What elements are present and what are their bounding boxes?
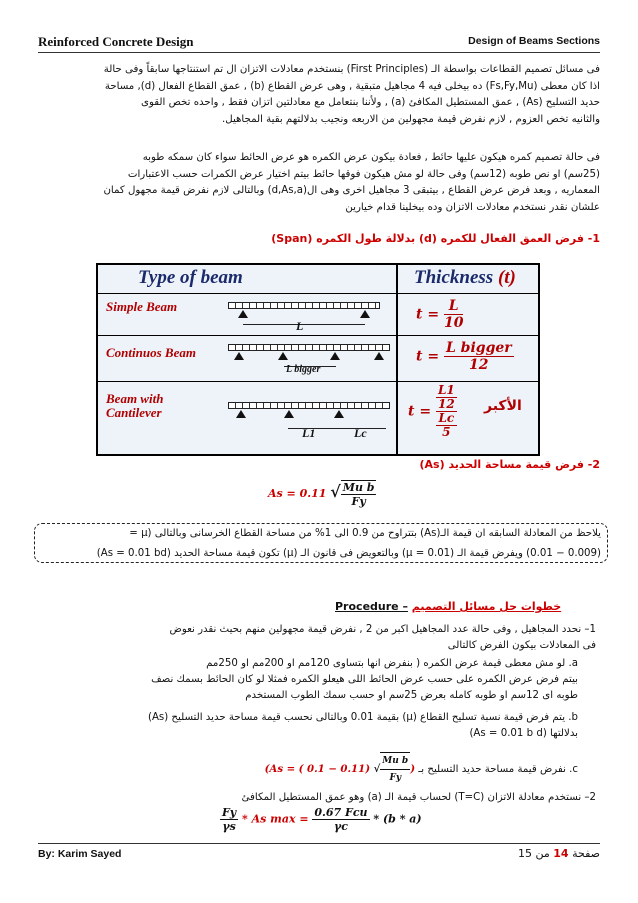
- step-a: [60, 656, 578, 704]
- span-dimension: [243, 324, 365, 325]
- section-1-heading: [271, 232, 600, 245]
- step-1-line: فى المعادلات بيكون الفرض كالتالى: [447, 640, 596, 651]
- support-icon: [284, 410, 294, 418]
- beam-drawing: [228, 402, 390, 409]
- procedure-title-ar: خطوات حل مسائل التصميم: [411, 600, 562, 613]
- section-2-number: 2-: [587, 458, 600, 471]
- beam-thickness-table: [96, 263, 540, 456]
- para2-line: المعماريه , وبعد فرض عرض القطاع , بيتبقى 3 مجاهيل اخرى وهى ال(d,As,a) وبالتالى لازم نفرض قيمة مجهول كمان: [103, 185, 600, 196]
- table-row: [98, 293, 538, 336]
- thickness-formula: t = L1 12 Lc 5: [408, 383, 455, 439]
- intro-paragraph: [34, 62, 600, 128]
- section-1-title: فرض العمق الفعال للكمره (d) بدلالة طول الكمره (Span): [271, 232, 584, 245]
- span-label: L: [296, 319, 304, 333]
- section-2-heading: [420, 458, 601, 471]
- span-label: L1: [302, 426, 316, 440]
- wall-paragraph: [34, 150, 600, 216]
- step-a-line: طوبه اى 12سم او طوبه كامله بعرض 25سم او حسب سمك الطوب المستخدم: [245, 690, 578, 701]
- procedure-heading: [335, 600, 561, 613]
- table-head-type: Type of beam: [138, 267, 243, 288]
- support-icon: [278, 352, 288, 360]
- header-title-right: Design of Beams Sections: [468, 35, 600, 47]
- page-footer: [38, 843, 600, 864]
- para2-line: فى حالة تصميم كمره هيكون عليها حائط , فعادة بيكون عرض الكمره هو عرض الحائط سواء كان سمكه طوبه: [142, 152, 600, 163]
- beam-drawing: [228, 302, 380, 309]
- step-c-text: c. نفرض قيمة مساحة حديد التسليح بـ: [418, 764, 578, 775]
- table-head-t: (t): [497, 267, 516, 288]
- larger-label: الأكبر: [484, 398, 522, 414]
- thickness-formula: t = $\frac{L}{10}$: [416, 298, 464, 331]
- step-2: [40, 790, 596, 806]
- row-label: Simple Beam: [106, 299, 178, 314]
- intro-line: والثانيه تخص العزوم , لازم نفرض قيمة مجهولين من الاربعه ونجيب بدلالتهم بقية المجاهيل.: [222, 113, 600, 125]
- cantilever-label: Lc: [354, 426, 367, 440]
- support-icon: [236, 410, 246, 418]
- table-row: [98, 381, 538, 453]
- intro-line: اذا كان معطى (Fs,Fy,Mu) ده بيخلى فيه 4 مجاهيل متبقية , وهى عرض القطاع (b) , عمق القطاع الفعال (d), مساحة: [104, 80, 600, 92]
- as-formula: As = 0.11 √ $\frac{\text{Mu b}}{Fy}$: [268, 481, 375, 508]
- thickness-formula: t = $\frac{\text{L bigger}}{12}$: [416, 340, 512, 373]
- row-label: Beam with Cantilever: [106, 391, 164, 420]
- note-box: [34, 523, 608, 563]
- step-a-line: بيتم فرض عرض الكمره على حسب عرض الحائط اللى هيعلو الكمره فمثلا لو كان الحائط بسمك نصف: [151, 674, 578, 685]
- table-row: [98, 335, 538, 382]
- support-icon: [238, 310, 248, 318]
- table-head-thickness: Thickness (t): [414, 267, 516, 288]
- support-icon: [234, 352, 244, 360]
- step-b-line: b. يتم فرض قيمة نسبة تسليح القطاع (μ) بقيمة 0.01 وبالتالى نحسب قيمة مساحة حديد التسليح (As): [147, 712, 578, 723]
- support-icon: [374, 352, 384, 360]
- equilibrium-formula: $\frac{Fy}{\gamma s}$ * As max = $\frac{\text{0.67 Fcu}}{\gamma c}$ * (b * a): [222, 806, 422, 833]
- para2-line: (25سم) او نص طوبه (12سم) وفى حالة لو مش هيكون فوقها حائط بيتم اختيار عرض الكمرات حسب الاعتبارات: [127, 168, 600, 180]
- header-title-left: Reinforced Concrete Design: [38, 34, 194, 49]
- step-1: [40, 622, 596, 654]
- span-label: L bigger: [286, 364, 321, 375]
- step-c: [180, 752, 578, 786]
- row-label: Continuos Beam: [106, 345, 196, 360]
- para2-line: علشان نقدر نستخدم معادلات الاتزان وده بيخلينا قدام خيارين: [345, 201, 600, 213]
- step-2-line: 2– نستخدم معادلة الاتزان (T=C) لحساب قيمة الـ (a) وهو عمق المستطيل المكافئ: [241, 792, 596, 803]
- step-b-line: بدلالتها (As = 0.01 b d): [469, 728, 578, 739]
- support-icon: [334, 410, 344, 418]
- section-1-number: 1-: [587, 232, 600, 245]
- intro-line: فى مسائل تصميم القطاعات بواسطة الـ (First Principles) بنستخدم معادلات الاتزان ال تم استنتاجها سابقاً وفى حالة: [103, 64, 600, 75]
- support-icon: [360, 310, 370, 318]
- section-2-title: فرض قيمة مساحة الحديد (As): [419, 458, 584, 471]
- step-c-formula: (As = ( 0.1 − 0.11) √ $\frac{\text{Mu b}}{Fy}$ ): [265, 763, 415, 775]
- page-number: صفحة 14 من 15: [518, 847, 600, 860]
- note-line-1: يلاحظ من المعادلة السابقه ان قيمة الـ(As) بتتراوح من 0.9 الى 1% من مساحة القطاع الخرسانى وبالتالى (μ =: [129, 528, 601, 539]
- step-a-line: a. لو مش معطى قيمة عرض الكمره ( بنفرض انها بتساوى 120مم او 200مم او 250مم: [206, 658, 578, 669]
- beam-drawing: [228, 344, 390, 351]
- step-b: [40, 710, 578, 742]
- step-1-line: 1– نحدد المجاهيل , وفى حالة عدد المجاهيل اكبر من 2 , نفرض قيمة مجهولين منهم بحيث نقدر نعوض: [169, 624, 596, 635]
- procedure-title-en: Procedure –: [335, 600, 408, 613]
- page-header: [38, 34, 600, 53]
- intro-line: حديد التسليح (As) , عمق المستطيل المكافئ (a) , ولأننا بنتعامل مع معادلتين اتزان فقط , واحده تخص القوى: [141, 97, 600, 108]
- note-line-2: (0.009 − 0.01) ويفرض قيمة الـ (μ = 0.01) وبالتعويض فى قانون الـ (μ) تكون قيمة مساحة الحديد (As = 0.01 bd): [96, 548, 601, 559]
- support-icon: [330, 352, 340, 360]
- footer-author: By: Karim Sayed: [38, 848, 122, 860]
